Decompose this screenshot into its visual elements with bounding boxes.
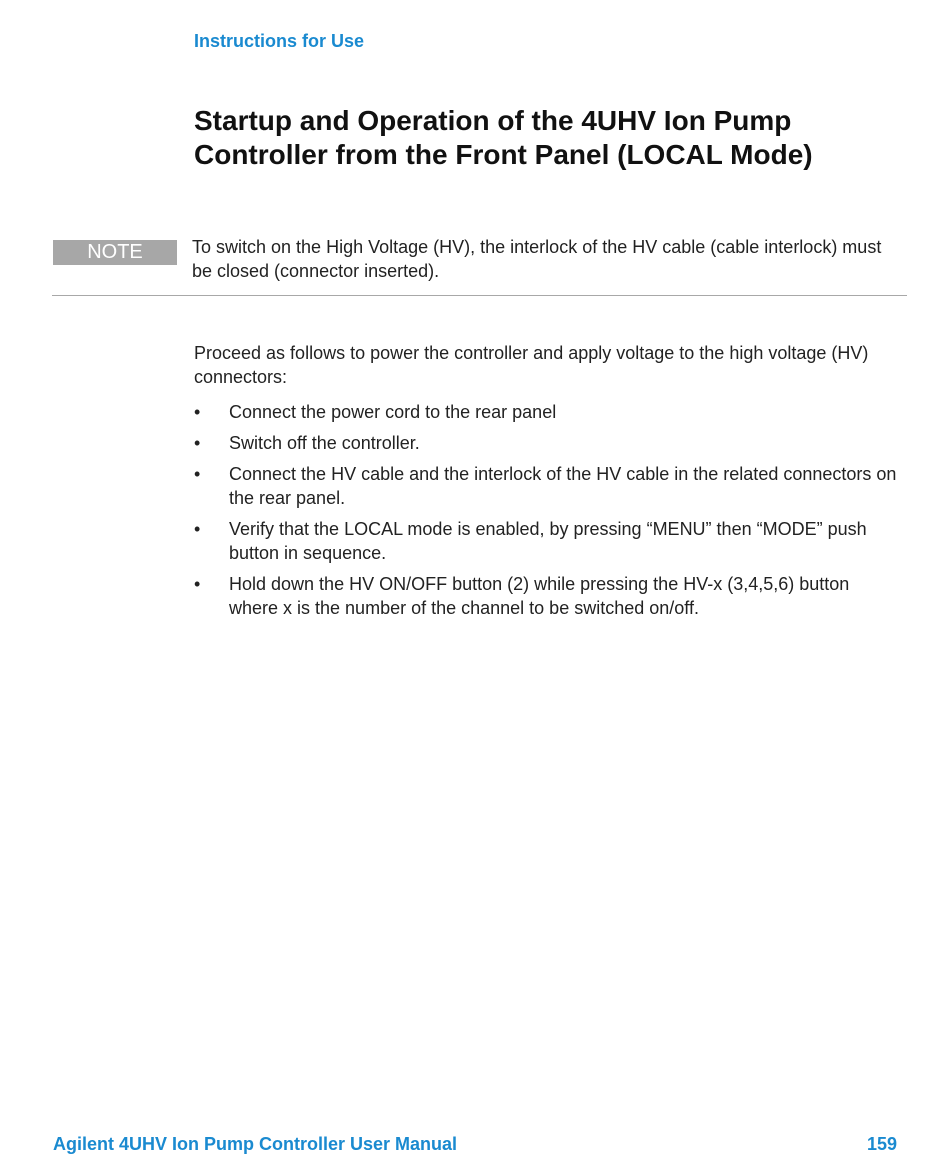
list-item [194, 462, 900, 510]
bullet-icon: • [194, 574, 201, 594]
note-text: To switch on the High Voltage (HV), the interlock of the HV cable (cable interlock) must be closed (connector inserted). [192, 237, 882, 281]
footer-page-number: 159 [866, 1134, 897, 1154]
bullet-icon: • [194, 464, 201, 484]
footer-manual-title: Agilent 4UHV Ion Pump Controller User Manual [53, 1134, 458, 1154]
list-item-text: Switch off the controller. [229, 433, 420, 453]
steps-list [194, 400, 900, 627]
note-divider [52, 295, 907, 296]
list-item [194, 431, 900, 455]
list-item-text: Connect the HV cable and the interlock of the HV cable in the related connectors on the rear panel. [229, 464, 897, 508]
note-badge: NOTE [53, 240, 177, 265]
list-item-text: Verify that the LOCAL mode is enabled, by pressing “MENU” then “MODE” push button in sequence. [229, 519, 867, 563]
page-title: Startup and Operation of the 4UHV Ion Pump Controller from the Front Panel (LOCAL Mode) [194, 105, 813, 170]
bullet-icon: • [194, 519, 201, 539]
bullet-icon: • [194, 402, 201, 422]
list-item-text: Connect the power cord to the rear panel [229, 402, 557, 422]
list-item-text: Hold down the HV ON/OFF button (2) while pressing the HV-x (3,4,5,6) button where x is the number of the channel to be switched on/off. [229, 574, 850, 618]
list-item [194, 572, 900, 620]
section-header: Instructions for Use [194, 31, 365, 51]
bullet-icon: • [194, 433, 201, 453]
intro-paragraph: Proceed as follows to power the controller and apply voltage to the high voltage (HV) connectors: [194, 343, 869, 387]
list-item [194, 400, 900, 424]
list-item [194, 517, 900, 565]
